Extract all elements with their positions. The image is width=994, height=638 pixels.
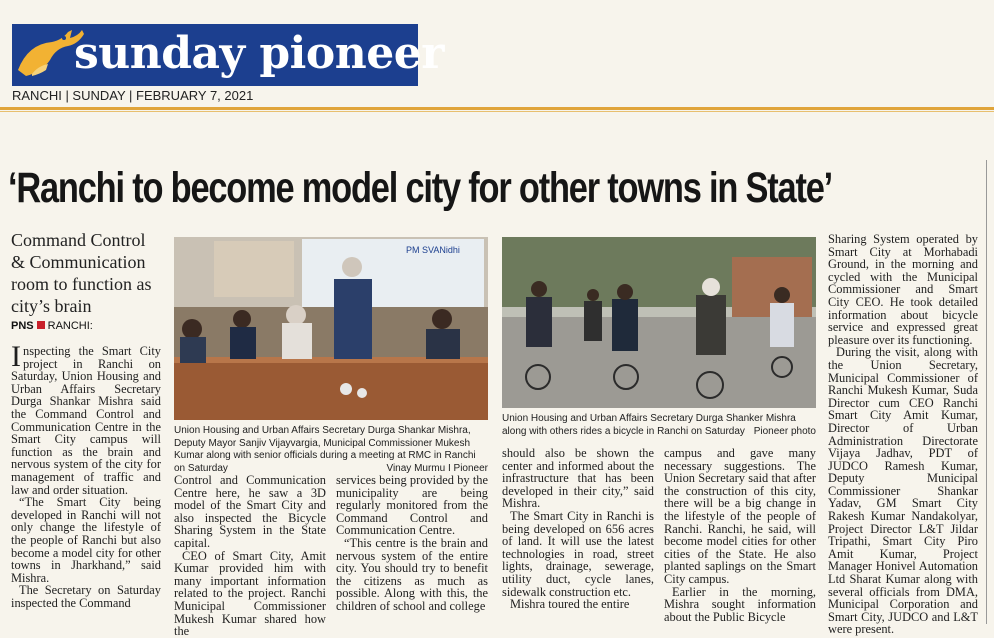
paragraph: services being provided by the municipality are being regularly monitored from the Command Control and Communication Centre. [336, 473, 488, 538]
banner-text: PM SVANidhi [406, 245, 460, 255]
paragraph: Control and Communication Centre here, he saw a 3D model of the Smart City and also inspected the Bicycle Sharing System in the State capital. [174, 473, 326, 550]
photo-caption-1 [174, 425, 488, 475]
paragraph: CEO of Smart City, Amit Kumar provided him with many important information related to the project. Ranchi Municipal Commissioner Mukesh Kumar shared how the [174, 548, 326, 638]
masthead-divider [0, 107, 994, 110]
article-column-5 [664, 447, 816, 623]
photo-credit: Vinay Murmu I Pioneer [386, 462, 488, 474]
meeting-photo [174, 237, 488, 420]
article-column-1 [11, 340, 161, 610]
byline-location: RANCHI: [47, 320, 93, 332]
paragraph: “This centre is the brain and nervous system of the entire city. You should try to benefit the citizens as much as possible. Along with this, the children of school and college [336, 535, 488, 613]
paragraph: During the visit, along with the Union Secretary, Municipal Commissioner of Ranchi Mukesh Kumar, Suda Director cum CEO Ranchi Smart City Amit Kumar, Director of Urban Administration Directorate Vijaya Jadhav, PDT of JUDCO Ramesh Kumar, Deputy Municipal Commissioner Shankar Yadav, GM Smart City Rakesh Kumar Nandakolyar, Project Director L&T Jildar Tripathi, Smart City Piro Amit Kumar, Project Manager Honivel Automation Ltd Sharat Kumar along with several officials from DMA, Municipal Corporation and Smart City, JUDCO and L&T were present. [828, 345, 978, 637]
paragraph-text: nspecting the Smart City project in Ranchi on Saturday, Union Housing and Urban Affairs Secretary Durga Shankar Mishra said the Command Control and Communication Centre in the Smart City campus will function as the brain and nervous system of the city for management of traffic and law and order situation. [11, 344, 161, 497]
caption-text: Union Housing and Urban Affairs Secretary Durga Shanker Mishra along with others rides a bicycle in Ranchi on Saturday [502, 413, 796, 437]
article-column-4 [502, 447, 654, 611]
paragraph: “The Smart City being developed in Ranchi will not only change the lifestyle of the people of Ranchi but also become a model city for other towns in Jharkhand,” said Mishra. [11, 495, 161, 585]
paragraph: The Secretary on Saturday inspected the Command [11, 583, 161, 610]
caption-text: Union Housing and Urban Affairs Secretary Durga Shankar Mishra, Deputy Mayor Sanjiv Vijayvargia, Municipal Commissioner Mukesh Kumar along with senior officials during a meeting at RMC in Ranchi on Saturday [174, 425, 476, 474]
byline-square-icon [37, 321, 45, 329]
paragraph: Mishra toured the entire [510, 597, 630, 612]
newspaper-logo [12, 24, 444, 86]
photo-caption-2 [502, 413, 816, 438]
logo-text: sunday pioneer [74, 28, 444, 79]
article-column-6 [828, 233, 978, 636]
article-column-3 [336, 474, 488, 613]
article-column-2 [174, 474, 326, 638]
paragraph: campus and gave many necessary suggestions. The Union Secretary said that after the construction of this city, there will be a big change in the lifestyle of the people of Ranchi. Ranchi, he said, will become model cities for other cities of the State. He also planted saplings on the Smart City campus. [664, 446, 816, 586]
byline-agency: PNS [11, 320, 34, 332]
paragraph: should also be shown the center and informed about the infrastructure that has been developed in their city,” said Mishra. [502, 446, 654, 511]
column-divider [986, 160, 987, 624]
dateline: RANCHI | SUNDAY | FEBRUARY 7, 2021 [12, 88, 254, 103]
paragraph: Earlier in the morning, Mishra sought information about the Public Bicycle [664, 584, 816, 624]
paragraph: Sharing System operated by Smart City at Morhabadi Ground, in the morning and cycled with the Municipal Commissioner and Smart City CEO. He took detailed information about bicycle service and expressed great pleasure over its functioning. [828, 232, 978, 347]
article-headline: ‘Ranchi to become model city for other towns in State’ [8, 164, 832, 212]
cycling-photo [502, 237, 816, 408]
masthead-divider-thin [0, 111, 994, 112]
photo-credit: Pioneer photo [753, 425, 816, 437]
drop-cap: I [11, 340, 21, 373]
byline [11, 320, 93, 332]
article-kicker: Command Control & Communication room to function as city’s brain [11, 230, 152, 316]
paragraph [11, 340, 161, 497]
paragraph: The Smart City in Ranchi is being developed on 656 acres of land. It will use the latest technologies in road, street lights, drainage, sewerage, utility duct, cycle lanes, sidewalk construction etc. [502, 508, 654, 599]
